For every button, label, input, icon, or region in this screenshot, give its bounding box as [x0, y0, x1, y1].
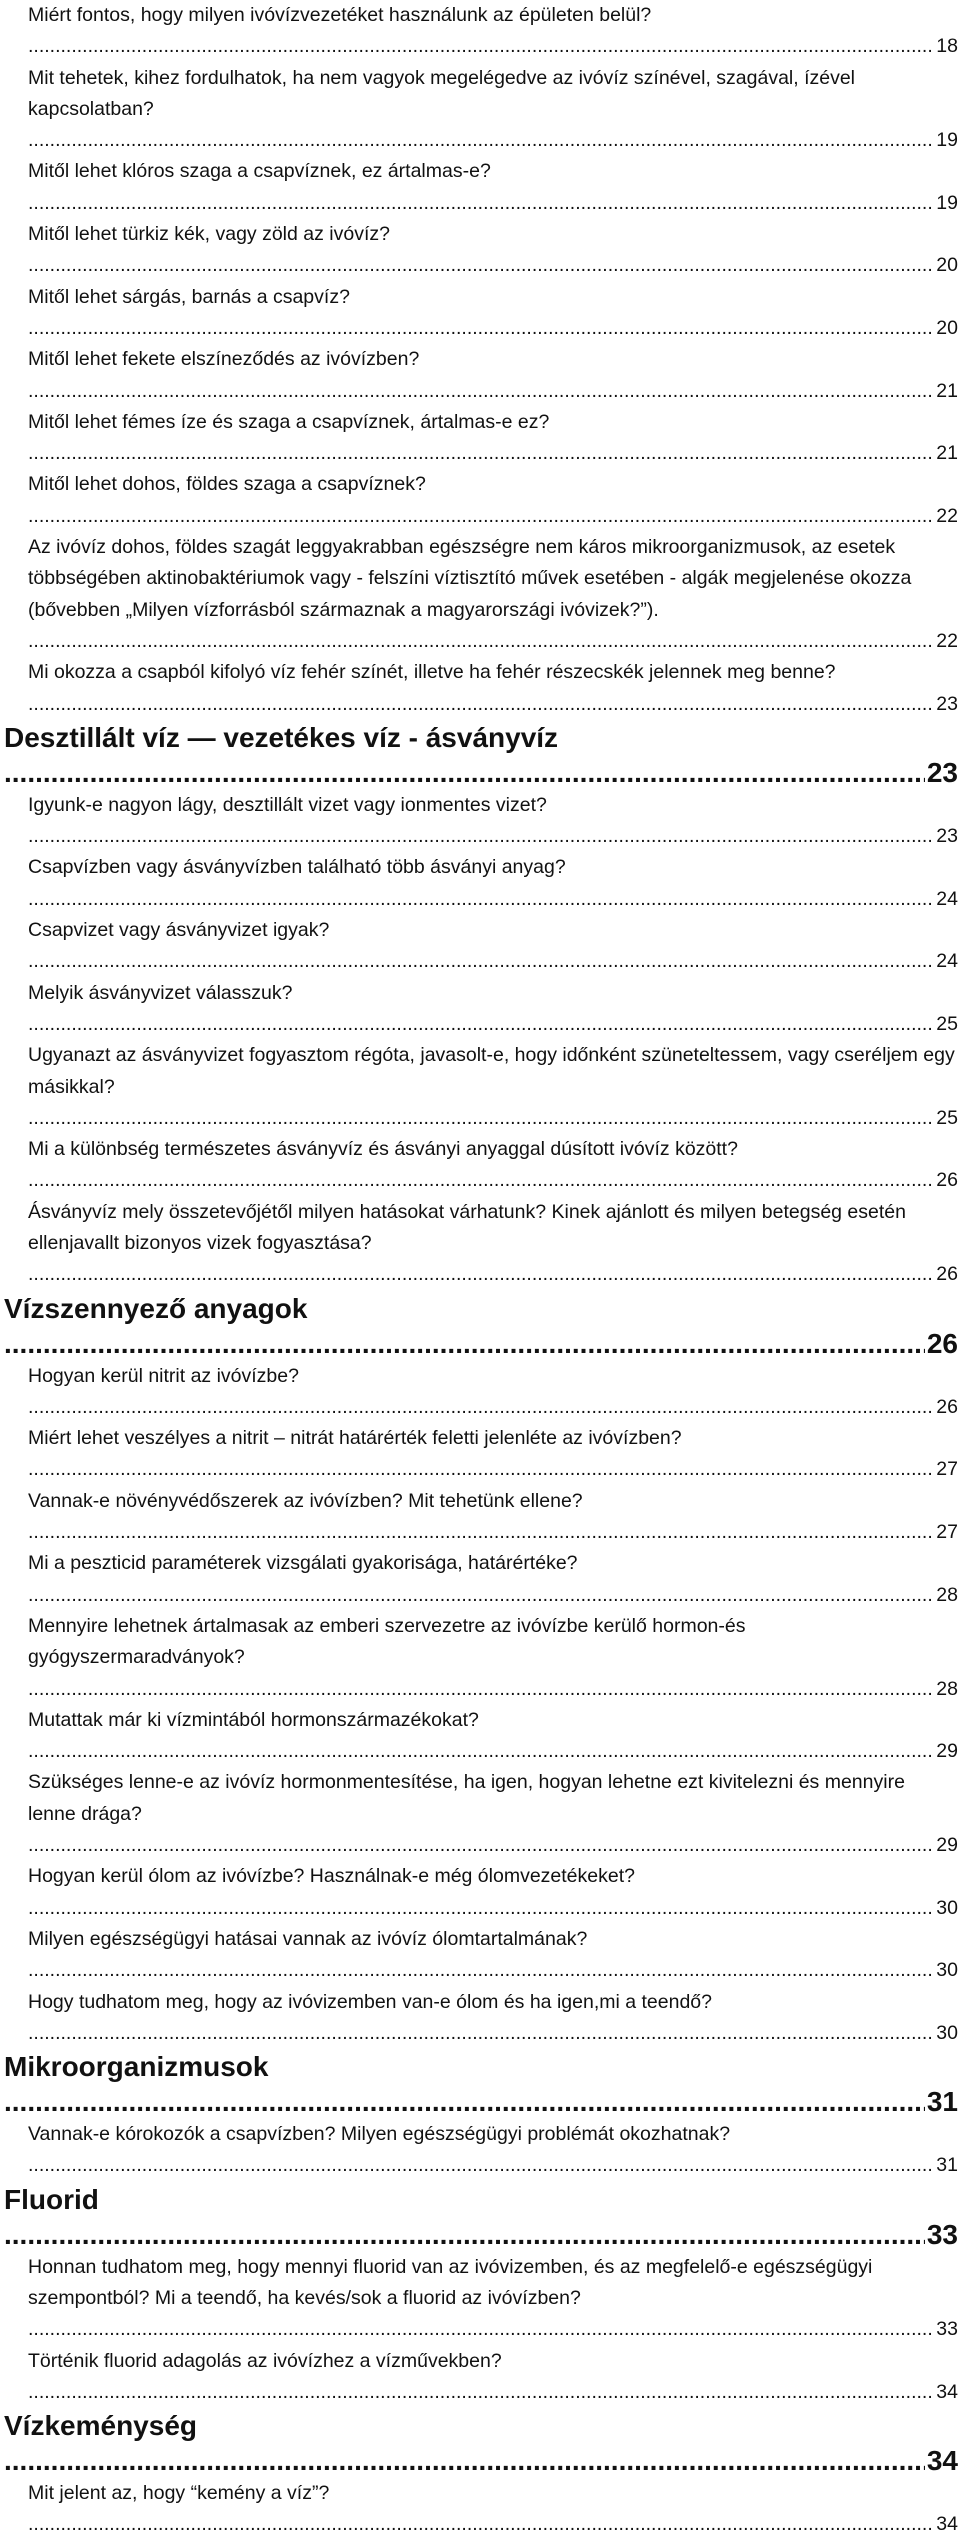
toc-entry-title: Ugyanazt az ásványvizet fogyasztom régóta, javasolt-e, hogy időnként szüneteltessem, vagy cseréljem egy másikkal? — [28, 1044, 955, 1098]
toc-page-number: 19 — [934, 188, 958, 219]
toc-page-number: 28 — [934, 1674, 958, 1705]
dot-leader — [28, 1959, 958, 1981]
toc-entry-title: Miért lehet veszélyes a nitrit – nitrát határérték feletti jelenléte az ivóvízben? — [28, 1427, 682, 1450]
toc-entry[interactable] — [28, 657, 958, 720]
toc-page-number: 33 — [926, 2218, 958, 2250]
toc-entry[interactable] — [28, 532, 958, 657]
toc-entry-title: Mitől lehet sárgás, barnás a csapvíz? — [28, 285, 350, 308]
toc-entry-title: Mi a peszticid paraméterek vizsgálati gyakorisága, határértéke? — [28, 1552, 578, 1575]
toc-page-number: 30 — [934, 1955, 958, 1986]
toc-entry-title: Desztillált víz — vezetékes víz - ásványvíz — [4, 721, 559, 753]
dot-leader — [28, 192, 958, 214]
toc-entry-title: Vannak-e növényvédőszerek az ivóvízben? Mit tehetünk ellene? — [28, 1489, 583, 1512]
toc-page-number: 31 — [926, 2086, 958, 2118]
dot-leader — [28, 693, 958, 715]
toc-entry-title: Honnan tudhatom meg, hogy mennyi fluorid van az ivóvizemben, és az megfelelő-e egészségügyi szempontból? Mi a teendő, ha kevés/sok a fluorid az ivóvízben? — [28, 2255, 873, 2309]
toc-entry[interactable] — [28, 1924, 958, 1987]
toc-page-number: 27 — [934, 1517, 958, 1548]
toc-page-number: 25 — [934, 1103, 958, 1134]
toc-page-number: 24 — [934, 884, 958, 915]
toc-entry[interactable] — [28, 1548, 958, 1611]
toc-page-number: 22 — [934, 501, 958, 532]
toc-entry-title: Mitől lehet fémes íze és szaga a csapvíznek, ártalmas-e ez? — [28, 410, 550, 433]
dot-leader — [28, 254, 958, 276]
toc-entry[interactable] — [28, 1423, 958, 1486]
toc-heading-entry[interactable] — [4, 720, 958, 790]
toc-entry-title: Fluorid — [4, 2183, 99, 2215]
toc-entry[interactable] — [28, 790, 958, 853]
toc-page-number: 23 — [926, 756, 958, 788]
toc-entry-title: Csapvízben vagy ásványvízben található több ásványi anyag? — [28, 856, 566, 879]
dot-leader — [4, 2219, 958, 2250]
dot-leader — [28, 2022, 958, 2044]
dot-leader — [28, 1169, 958, 1191]
dot-leader — [28, 2154, 958, 2176]
toc-page-number: 29 — [934, 1736, 958, 1767]
toc-heading-entry[interactable] — [4, 2408, 958, 2478]
toc-heading-entry[interactable] — [4, 2049, 958, 2119]
dot-leader — [28, 1521, 958, 1543]
toc-entry-title: Vízszennyező anyagok — [4, 1292, 308, 1324]
toc-entry[interactable] — [28, 2252, 958, 2346]
toc-entry[interactable] — [28, 978, 958, 1041]
toc-entry[interactable] — [28, 282, 958, 345]
dot-leader — [28, 1396, 958, 1418]
dot-leader — [28, 442, 958, 464]
toc-entry[interactable] — [28, 915, 958, 978]
dot-leader — [28, 317, 958, 339]
toc-entry-title: Vízkeménység — [4, 2410, 197, 2442]
toc-entry[interactable] — [28, 2478, 958, 2541]
dot-leader — [4, 2086, 958, 2117]
toc-page-number: 26 — [934, 1165, 958, 1196]
toc-page-number: 22 — [934, 626, 958, 657]
toc-entry[interactable] — [28, 2119, 958, 2182]
dot-leader — [28, 380, 958, 402]
toc-entry[interactable] — [28, 852, 958, 915]
toc-entry[interactable] — [28, 469, 958, 532]
toc-entry-title: Vannak-e kórokozók a csapvízben? Milyen egészségügyi problémát okozhatnak? — [28, 2123, 731, 2146]
toc-page-number: 26 — [926, 1327, 958, 1359]
toc-page-number: 33 — [934, 2314, 958, 2345]
dot-leader — [28, 2513, 958, 2535]
toc-entry[interactable] — [28, 1040, 958, 1134]
dot-leader — [28, 1740, 958, 1762]
dot-leader — [28, 1458, 958, 1480]
dot-leader — [28, 1834, 958, 1856]
toc-entry[interactable] — [28, 2346, 958, 2409]
toc-entry-title: Mennyire lehetnek ártalmasak az emberi szervezetre az ivóvízbe kerülő hormon-és gyógyszermaradványok? — [28, 1614, 746, 1669]
toc-entry-title: Szükséges lenne-e az ivóvíz hormonmentesítése, ha igen, hogyan lehetne ezt kivitelezni és mennyire lenne drága? — [28, 1771, 905, 1825]
toc-page-number: 29 — [934, 1830, 958, 1861]
dot-leader — [28, 1263, 958, 1285]
toc-heading-entry[interactable] — [4, 1291, 958, 1361]
toc-page-number: 24 — [934, 946, 958, 977]
toc-page-number: 34 — [934, 2509, 958, 2540]
dot-leader — [4, 2445, 958, 2476]
dot-leader — [28, 630, 958, 652]
dot-leader — [28, 825, 958, 847]
toc-entry-title: Hogy tudhatom meg, hogy az ivóvizemben van-e ólom és ha igen,mi a teendő? — [28, 1990, 712, 2013]
toc-entry-title: Milyen egészségügyi hatásai vannak az ivóvíz ólomtartalmának? — [28, 1927, 588, 1950]
dot-leader — [28, 2381, 958, 2403]
dot-leader — [28, 950, 958, 972]
toc-page-number: 34 — [926, 2445, 958, 2477]
toc-entry-title: Melyik ásványvizet válasszuk? — [28, 981, 293, 1004]
toc-page-number: 27 — [934, 1454, 958, 1485]
toc-entry[interactable] — [28, 1611, 958, 1705]
toc-entry[interactable] — [28, 1486, 958, 1549]
toc-page-number: 26 — [934, 1259, 958, 1290]
dot-leader — [28, 1013, 958, 1035]
toc-entry[interactable] — [28, 344, 958, 407]
toc-heading-entry[interactable] — [4, 2182, 958, 2252]
dot-leader — [28, 1107, 958, 1129]
dot-leader — [28, 129, 958, 151]
toc-page-number: 18 — [934, 31, 958, 62]
toc-page-number: 30 — [934, 1893, 958, 1924]
toc-entry[interactable] — [28, 1861, 958, 1924]
toc-page-number: 34 — [934, 2377, 958, 2408]
dot-leader — [28, 2318, 958, 2340]
toc-page-number: 28 — [934, 1580, 958, 1611]
toc-entry[interactable] — [28, 1361, 958, 1424]
toc-entry-title: Hogyan kerül ólom az ivóvízbe? Használnak-e még ólomvezetékeket? — [28, 1865, 635, 1888]
toc-page-number: 23 — [934, 821, 958, 852]
dot-leader — [28, 1897, 958, 1919]
toc-entry-title: Mitől lehet türkiz kék, vagy zöld az ivóvíz? — [28, 223, 390, 246]
dot-leader — [4, 757, 958, 788]
toc-entry-title: Miért fontos, hogy milyen ivóvízvezetéket használunk az épületen belül? — [28, 4, 652, 26]
toc-entry-title: Mitől lehet fekete elszíneződés az ivóvízben? — [28, 348, 420, 371]
toc-entry[interactable] — [28, 0, 958, 63]
toc-entry[interactable] — [28, 407, 958, 470]
toc-entry[interactable] — [28, 156, 958, 219]
toc-page-number: 26 — [934, 1392, 958, 1423]
toc-entry-title: Mikroorganizmusok — [4, 2051, 269, 2083]
dot-leader — [28, 505, 958, 527]
toc-page-number: 25 — [934, 1009, 958, 1040]
toc-entry-title: Mit tehetek, kihez fordulhatok, ha nem vagyok megelégedve az ivóvíz színével, szagával, ízével kapcsolatban? — [28, 66, 856, 120]
toc-page-number: 19 — [934, 125, 958, 156]
toc-page-number: 23 — [934, 689, 958, 720]
toc-entry-title: Mitől lehet klóros szaga a csapvíznek, ez ártalmas-e? — [28, 160, 491, 183]
toc-entry[interactable] — [28, 1705, 958, 1768]
toc-entry[interactable] — [28, 1987, 958, 2050]
toc-entry-title: Igyunk-e nagyon lágy, desztillált vizet vagy ionmentes vizet? — [28, 793, 547, 816]
toc-entry[interactable] — [28, 1767, 958, 1861]
toc-entry-title: Mitől lehet dohos, földes szaga a csapvíznek? — [28, 473, 426, 496]
toc-entry[interactable] — [28, 219, 958, 282]
toc-entry[interactable] — [28, 1197, 958, 1291]
toc-page-number: 21 — [934, 438, 958, 469]
toc-entry-title: Az ivóvíz dohos, földes szagát leggyakrabban egészségre nem káros mikroorganizmusok, az esetek többségében aktinobaktériumok vagy - felszíni víztisztító művek esetében - algák megjelenése okozza (bővebben „Milyen vízforrásból származnak a magyarországi ivóvizek?”). — [28, 536, 912, 621]
toc-entry-title: Ásványvíz mely összetevőjétől milyen hatásokat várhatunk? Kinek ajánlott és milyen betegség esetén ellenjavallt bizonyos vizek fogyasztása? — [28, 1200, 906, 1254]
toc-entry-title: Történik fluorid adagolás az ivóvízhez a vízművekben? — [28, 2349, 502, 2372]
dot-leader — [28, 888, 958, 910]
dot-leader — [28, 1584, 958, 1606]
toc-entry-title: Csapvizet vagy ásványvizet igyak? — [28, 919, 330, 942]
dot-leader — [28, 35, 958, 57]
dot-leader — [4, 1328, 958, 1359]
toc-entry-title: Mi a különbség természetes ásványvíz és ásványi anyaggal dúsított ivóvíz között? — [28, 1138, 738, 1161]
toc-page-number: 30 — [934, 2018, 958, 2049]
toc-page-number: 21 — [934, 376, 958, 407]
toc-entry-title: Hogyan kerül nitrit az ivóvízbe? — [28, 1364, 299, 1387]
toc-entry-title: Mi okozza a csapból kifolyó víz fehér színét, illetve ha fehér részecskék jelennek meg benne? — [28, 661, 836, 684]
toc-entry[interactable] — [28, 1134, 958, 1197]
toc-entry-title: Mutattak már ki vízmintából hormonszármazékokat? — [28, 1708, 479, 1731]
dot-leader — [28, 1678, 958, 1700]
toc-page-number: 31 — [934, 2150, 958, 2181]
toc-page-number: 20 — [934, 313, 958, 344]
toc-entry-title: Mit jelent az, hogy “kemény a víz”? — [28, 2482, 330, 2505]
toc-page-number: 20 — [934, 250, 958, 281]
toc-entry[interactable] — [28, 63, 958, 157]
